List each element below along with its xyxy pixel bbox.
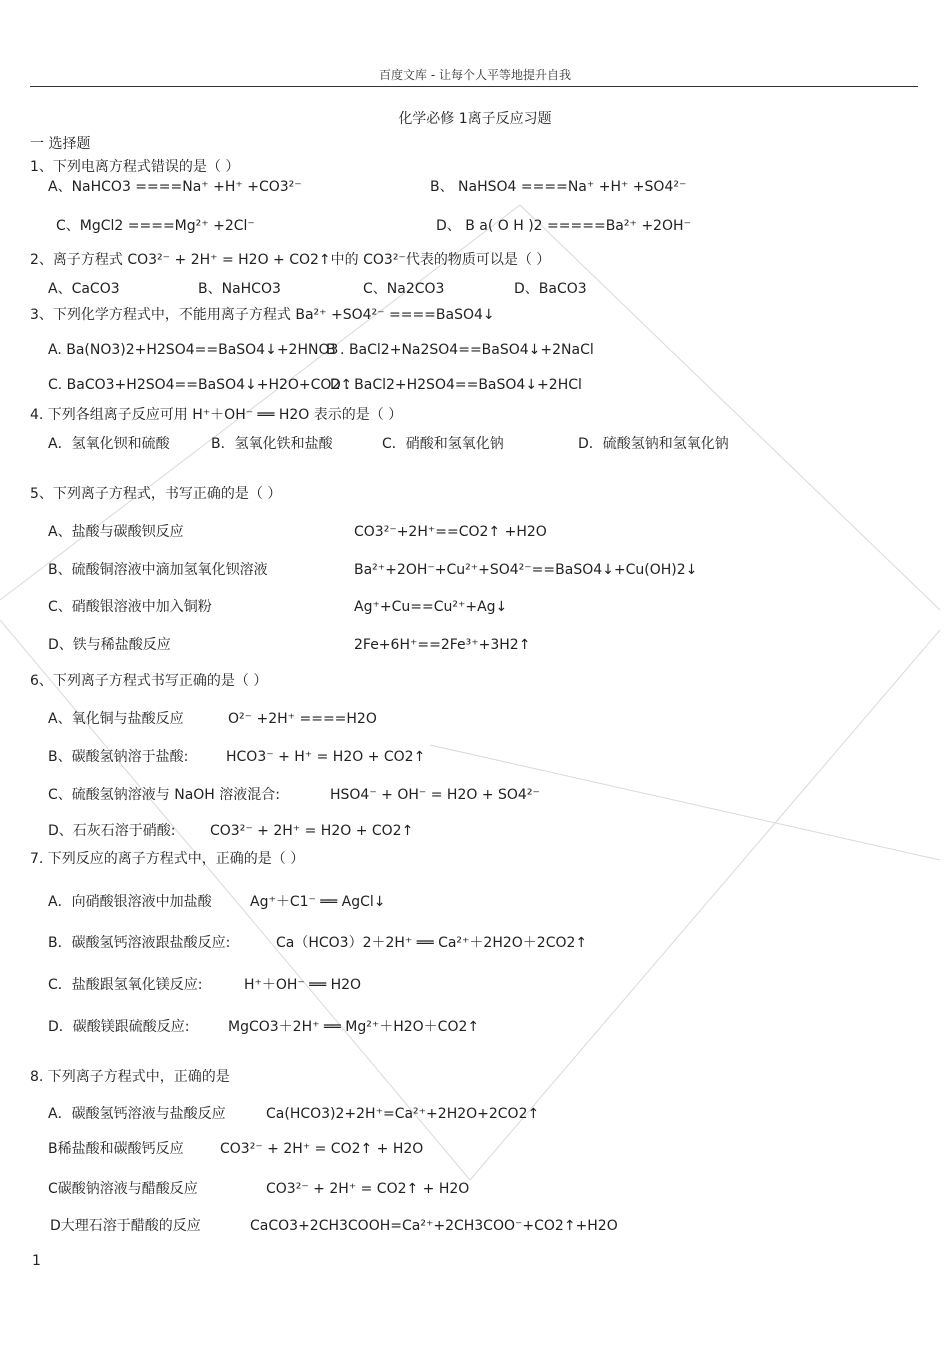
q8-option-c-equation: CO3²⁻ + 2H⁺ = CO2↑ + H2O xyxy=(266,1181,470,1197)
q4-option-c: C．硝酸和氢氧化钠 xyxy=(382,436,504,452)
q1-option-a: A、NaHCO3 ====Na⁺ +H⁺ +CO3²⁻ xyxy=(48,179,302,195)
q7-option-a-label: A．向硝酸银溶液中加盐酸 xyxy=(48,894,212,910)
q5-option-a-label: A、盐酸与碳酸钡反应 xyxy=(48,524,184,540)
q7-option-c-equation: H⁺＋OH⁻ ══ H2O xyxy=(244,977,362,993)
question-3-stem: 3、下列化学方程式中，不能用离子方程式 Ba²⁺ +SO4²⁻ ====BaSO4↓ xyxy=(30,307,495,323)
q6-option-a-equation: O²⁻ +2H⁺ ====H2O xyxy=(228,711,377,727)
q5-option-d-label: D、铁与稀盐酸反应 xyxy=(48,637,171,653)
q7-option-a-equation: Ag⁺＋C1⁻ ══ AgCl↓ xyxy=(250,894,386,910)
q6-option-b-label: B、碳酸氢钠溶于盐酸: xyxy=(48,749,189,765)
q6-option-d-equation: CO3²⁻ + 2H⁺ = H2O + CO2↑ xyxy=(210,823,414,839)
question-5-stem: 5、下列离子方程式，书写正确的是（ ） xyxy=(30,486,282,502)
question-6-stem: 6、下列离子方程式书写正确的是（ ） xyxy=(30,673,268,689)
q4-option-b: B．氢氧化铁和盐酸 xyxy=(211,436,333,452)
page-header: 百度文库 - 让每个人平等地提升自我 xyxy=(379,68,571,82)
q6-option-a-label: A、氧化铜与盐酸反应 xyxy=(48,711,184,727)
q5-option-c-label: C、硝酸银溶液中加入铜粉 xyxy=(48,599,212,615)
q5-option-b-equation: Ba²⁺+2OH⁻+Cu²⁺+SO4²⁻==BaSO4↓+Cu(OH)2↓ xyxy=(354,562,698,578)
q8-option-b-label: B稀盐酸和碳酸钙反应 xyxy=(48,1141,184,1157)
header-rule xyxy=(30,86,918,87)
q4-option-d: D．硫酸氢钠和氢氧化钠 xyxy=(578,436,729,452)
q2-option-c: C、Na2CO3 xyxy=(363,281,445,297)
q6-option-c-equation: HSO4⁻ + OH⁻ = H2O + SO4²⁻ xyxy=(330,787,540,803)
section-heading: 一 选择题 xyxy=(30,136,91,152)
question-8-stem: 8. 下列离子方程式中，正确的是 xyxy=(30,1069,230,1085)
question-7-stem: 7. 下列反应的离子方程式中，正确的是（ ） xyxy=(30,851,305,867)
q7-option-d-label: D．碳酸镁跟硫酸反应: xyxy=(48,1019,190,1035)
q1-option-b: B、 NaHSO4 ====Na⁺ +H⁺ +SO4²⁻ xyxy=(430,179,687,195)
q8-option-a-label: A．碳酸氢钙溶液与盐酸反应 xyxy=(48,1106,226,1122)
q8-option-c-label: C碳酸钠溶液与醋酸反应 xyxy=(48,1181,198,1197)
q6-option-d-label: D、石灰石溶于硝酸: xyxy=(48,823,176,839)
question-2-stem: 2、离子方程式 CO3²⁻ + 2H⁺ = H2O + CO2↑中的 CO3²⁻代表的物质可以是（ ） xyxy=(30,252,551,268)
q6-option-b-equation: HCO3⁻ + H⁺ = H2O + CO2↑ xyxy=(226,749,426,765)
q3-option-a: A. Ba(NO3)2+H2SO4==BaSO4↓+2HNO3 xyxy=(48,342,339,358)
q3-option-c: C. BaCO3+H2SO4==BaSO4↓+H2O+CO2↑ xyxy=(48,377,353,393)
q1-option-c: C、MgCl2 ====Mg²⁺ +2Cl⁻ xyxy=(56,218,255,234)
q5-option-c-equation: Ag⁺+Cu==Cu²⁺+Ag↓ xyxy=(354,599,508,615)
q1-option-d: D、 B a( O H )2 =====Ba²⁺ +2OH⁻ xyxy=(436,218,691,234)
q6-option-c-label: C、硫酸氢钠溶液与 NaOH 溶液混合: xyxy=(48,787,280,803)
q5-option-d-equation: 2Fe+6H⁺==2Fe³⁺+3H2↑ xyxy=(354,637,531,653)
q2-option-d: D、BaCO3 xyxy=(514,281,587,297)
q7-option-d-equation: MgCO3＋2H⁺ ══ Mg²⁺＋H2O＋CO2↑ xyxy=(228,1019,480,1035)
q3-option-b: B . BaCl2+Na2SO4==BaSO4↓+2NaCl xyxy=(326,342,594,358)
question-4-stem: 4. 下列各组离子反应可用 H⁺＋OH⁻ ══ H2O 表示的是（ ） xyxy=(30,407,403,423)
question-1-stem: 1、下列电离方程式错误的是（ ） xyxy=(30,159,240,175)
q8-option-d-equation: CaCO3+2CH3COOH=Ca²⁺+2CH3COO⁻+CO2↑+H2O xyxy=(250,1218,618,1234)
q8-option-a-equation: Ca(HCO3)2+2H⁺=Ca²⁺+2H2O+2CO2↑ xyxy=(266,1106,540,1122)
q2-option-a: A、CaCO3 xyxy=(48,281,120,297)
page-number: 1 xyxy=(32,1253,41,1269)
q4-option-a: A．氢氧化钡和硫酸 xyxy=(48,436,170,452)
q7-option-c-label: C．盐酸跟氢氧化镁反应: xyxy=(48,977,203,993)
q8-option-d-label: D大理石溶于醋酸的反应 xyxy=(50,1218,201,1234)
q2-option-b: B、NaHCO3 xyxy=(198,281,281,297)
q7-option-b-equation: Ca（HCO3）2＋2H⁺ ══ Ca²⁺＋2H2O＋2CO2↑ xyxy=(276,935,588,951)
q7-option-b-label: B．碳酸氢钙溶液跟盐酸反应: xyxy=(48,935,231,951)
q5-option-a-equation: CO3²⁻+2H⁺==CO2↑ +H2O xyxy=(354,524,547,540)
q8-option-b-equation: CO3²⁻ + 2H⁺ = CO2↑ + H2O xyxy=(220,1141,424,1157)
q3-option-d: D . BaCl2+H2SO4==BaSO4↓+2HCl xyxy=(330,377,582,393)
q5-option-b-label: B、硫酸铜溶液中滴加氢氧化钡溶液 xyxy=(48,562,268,578)
document-title: 化学必修 1离子反应习题 xyxy=(398,111,552,127)
